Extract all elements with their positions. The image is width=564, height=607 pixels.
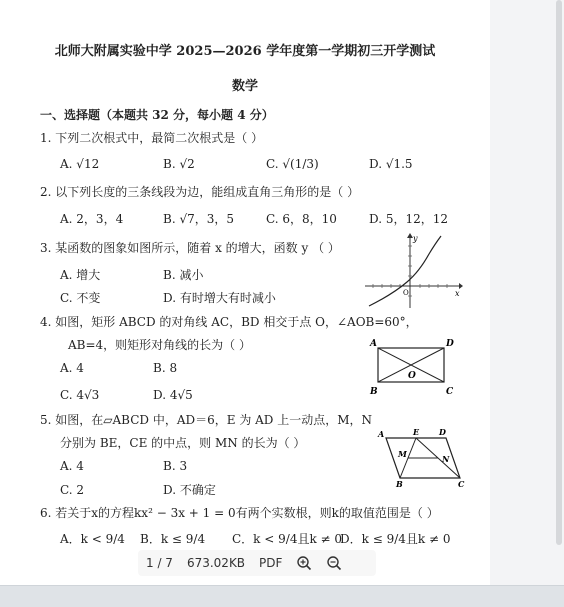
zoom-in-icon[interactable] [296, 555, 312, 571]
label-a: A [370, 339, 377, 349]
section-heading: 一、选择题（本题共 32 分，每小题 4 分） [40, 108, 274, 122]
label-a: A [378, 429, 385, 439]
q3-option-a: A. 增大 [60, 268, 101, 282]
q5-option-c: C. 2 [60, 483, 85, 497]
q4-stem-line1: 4. 如图，矩形 ABCD 的对角线 AC，BD 相交于点 O，∠AOB=60°， [40, 315, 418, 329]
q2-option-d: D. 5，12，12 [369, 212, 448, 226]
label-n: N [442, 454, 450, 464]
q6-stem: 6. 若关于x的方程kx² − 3x + 1 = 0有两个实数根，则k的取值范围是（ ） [40, 506, 439, 520]
q4-option-c: C. 4√3 [60, 388, 100, 402]
q4-rectangle-figure [368, 336, 458, 398]
graph-origin-label: O [403, 289, 409, 297]
q6-option-c: C．k < 9/4且k ≠ 0 [232, 532, 343, 546]
label-e: E [413, 427, 420, 437]
label-b: B [396, 479, 403, 488]
q3-option-b: B. 减小 [163, 268, 204, 282]
right-gutter [490, 0, 564, 585]
vertical-scrollbar[interactable] [556, 0, 562, 545]
q4-option-b: B. 8 [153, 361, 178, 375]
q2-stem: 2. 以下列长度的三条线段为边，能组成直角三角形的是（ ） [40, 185, 360, 199]
graph-x-label: x [455, 289, 460, 298]
label-d: D [446, 339, 454, 349]
q6-option-d: D．k ≤ 9/4且k ≠ 0 [340, 532, 451, 546]
q5-parallelogram-figure [376, 426, 470, 488]
document-title: 北师大附属实验中学 2025—2026 学年度第一学期初三开学测试 [54, 44, 436, 59]
q6-option-b: B．k ≤ 9/4 [140, 532, 206, 546]
q1-option-b: B. √2 [163, 157, 195, 171]
pdf-toolbar [138, 550, 376, 576]
label-c: C [446, 387, 454, 397]
zoom-out-icon[interactable] [326, 555, 342, 571]
q5-option-d: D. 不确定 [163, 483, 216, 497]
label-b: B [370, 387, 378, 397]
q2-option-c: C. 6，8，10 [266, 212, 337, 226]
label-d: D [439, 427, 446, 437]
q4-option-d: D. 4√5 [153, 388, 193, 402]
q6-option-a: A．k < 9/4 [60, 532, 125, 546]
q3-stem: 3. 某函数的图象如图所示，随着 x 的增大，函数 y （ ） [40, 241, 340, 255]
q1-stem: 1. 下列二次根式中，最简二次根式是（ ） [40, 131, 264, 145]
q5-option-a: A. 4 [60, 459, 84, 473]
q3-option-c: C. 不变 [60, 291, 101, 305]
label-o: O [408, 371, 416, 381]
document-subject: 数学 [231, 79, 258, 94]
file-size: 673.02KB [186, 556, 246, 570]
q5-stem-line1: 5. 如图，在▱ABCD 中，AD＝6，E 为 AD 上一动点，M，N [40, 413, 373, 427]
label-m: M [398, 449, 407, 459]
label-c: C [458, 479, 465, 488]
q1-option-a: A. √12 [60, 157, 100, 171]
q3-function-graph [363, 232, 463, 310]
graph-y-label: y [413, 234, 418, 243]
q4-stem-line2: AB=4，则矩形对角线的长为（ ） [68, 338, 251, 352]
q1-option-d: D. √1.5 [369, 157, 413, 171]
x-axis-arrow [459, 283, 463, 289]
file-format: PDF [259, 556, 283, 570]
q5-option-b: B. 3 [163, 459, 188, 473]
q1-option-c: C. √(1/3) [266, 157, 319, 171]
q4-option-a: A. 4 [60, 361, 84, 375]
q3-option-d: D. 有时增大有时减小 [163, 291, 276, 305]
q5-stem-line2: 分别为 BE，CE 的中点，则 MN 的长为（ ） [60, 436, 306, 450]
q2-option-a: A. 2，3，4 [60, 212, 124, 226]
page-indicator[interactable]: 1 / 7 [146, 556, 173, 570]
bottom-bar [0, 585, 564, 607]
q2-option-b: B. √7，3，5 [163, 212, 234, 226]
